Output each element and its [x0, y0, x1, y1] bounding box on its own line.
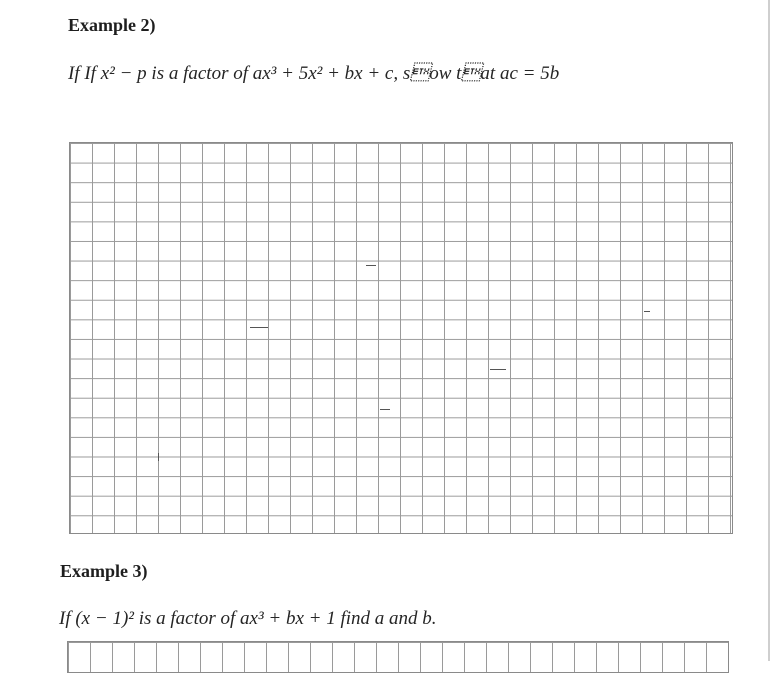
pencil-mark	[250, 327, 268, 328]
example-3-graph-paper-workspace[interactable]	[67, 641, 729, 673]
pencil-mark	[158, 453, 159, 461]
page-edge	[768, 0, 770, 661]
pencil-mark	[644, 311, 650, 312]
example-2-problem-text: If If x² − p is a factor of ax³ + 5x² + bx + c, sow tat ac = 5b	[68, 63, 560, 84]
example-3-heading: Example 3)	[60, 561, 148, 581]
pencil-mark	[366, 265, 376, 266]
example-3-problem-text: If (x − 1)² is a factor of ax³ + bx + 1 find a and b.	[59, 608, 437, 629]
pencil-mark	[490, 369, 506, 370]
example-2-heading: Example 2)	[68, 15, 156, 35]
example-2-graph-paper-workspace[interactable]	[69, 142, 733, 534]
pencil-mark	[380, 409, 390, 410]
